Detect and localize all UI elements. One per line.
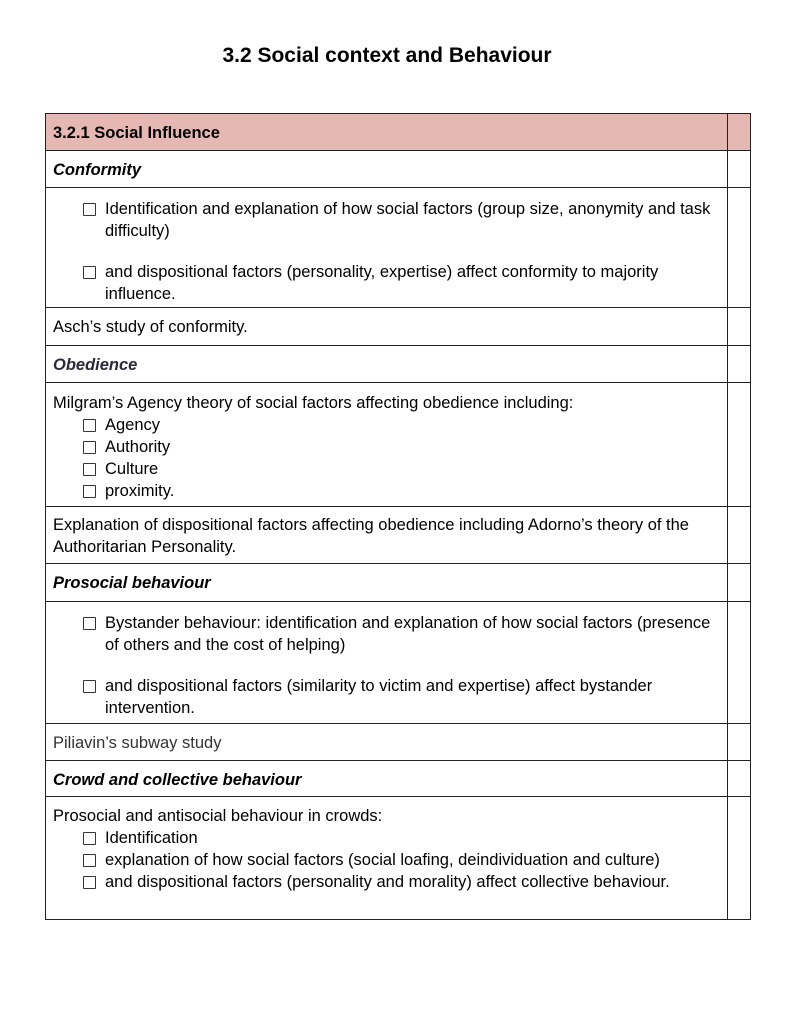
table-row [46, 797, 751, 920]
checkbox-icon[interactable] [83, 832, 96, 845]
tick-cell[interactable] [728, 114, 751, 151]
tick-cell[interactable] [728, 346, 751, 383]
tick-cell[interactable] [728, 151, 751, 188]
tick-cell[interactable] [728, 308, 751, 346]
checklist-item[interactable]: and dispositional factors (personality and morality) affect collective behaviour. [53, 871, 720, 893]
checklist-item[interactable]: Identification and explanation of how social factors (group size, anonymity and task difficulty) [53, 198, 720, 242]
subheading-row [46, 761, 751, 797]
tick-cell[interactable] [728, 507, 751, 564]
table-row [46, 383, 751, 507]
obedience-intro: Milgram’s Agency theory of social factors affecting obedience including: [53, 394, 574, 412]
tick-cell[interactable] [728, 797, 751, 920]
checkbox-icon[interactable] [83, 463, 96, 476]
checkbox-icon[interactable] [83, 266, 96, 279]
checklist-item[interactable]: Bystander behaviour: identification and explanation of how social factors (presence of others and the cost of helping) [53, 612, 720, 656]
checklist-item[interactable]: Culture [53, 458, 720, 480]
checkbox-icon[interactable] [83, 419, 96, 432]
checkbox-icon[interactable] [83, 680, 96, 693]
syllabus-table [45, 113, 751, 920]
tick-cell[interactable] [728, 602, 751, 724]
tick-cell[interactable] [728, 564, 751, 602]
checkbox-icon[interactable] [83, 203, 96, 216]
prosocial-heading: Prosocial behaviour [46, 564, 728, 602]
section-header-row [46, 114, 751, 151]
tick-cell[interactable] [728, 724, 751, 761]
checklist-item[interactable]: Agency [53, 414, 720, 436]
checklist-item[interactable]: Identification [53, 827, 720, 849]
obedience-heading: Obedience [46, 346, 728, 383]
table-row [46, 308, 751, 346]
checklist-item[interactable]: and dispositional factors (personality, expertise) affect conformity to majority influence. [53, 261, 720, 305]
table-row [46, 724, 751, 761]
tick-cell[interactable] [728, 188, 751, 308]
subheading-row [46, 346, 751, 383]
page-title: 3.2 Social context and Behaviour [222, 44, 552, 67]
tick-cell[interactable] [728, 761, 751, 797]
table-row [46, 602, 751, 724]
asch-study: Asch’s study of conformity. [46, 308, 728, 346]
checkbox-icon[interactable] [83, 617, 96, 630]
checkbox-icon[interactable] [83, 485, 96, 498]
conformity-heading: Conformity [46, 151, 728, 188]
crowd-intro: Prosocial and antisocial behaviour in crowds: [53, 807, 383, 825]
checklist-item[interactable]: and dispositional factors (similarity to victim and expertise) affect bystander intervention. [53, 675, 720, 719]
checklist-item[interactable]: Authority [53, 436, 720, 458]
subheading-row [46, 564, 751, 602]
piliavin-study: Piliavin’s subway study [46, 724, 728, 761]
checkbox-icon[interactable] [83, 854, 96, 867]
table-row [46, 507, 751, 564]
section-title: 3.2.1 Social Influence [46, 114, 728, 151]
crowd-heading: Crowd and collective behaviour [46, 761, 728, 797]
table-row [46, 188, 751, 308]
checklist-item[interactable]: proximity. [53, 480, 720, 502]
tick-cell[interactable] [728, 383, 751, 507]
checkbox-icon[interactable] [83, 876, 96, 889]
checkbox-icon[interactable] [83, 441, 96, 454]
subheading-row [46, 151, 751, 188]
adorno-dispositional: Explanation of dispositional factors affecting obedience including Adorno’s theory of the Authoritarian Personality. [46, 507, 728, 564]
checklist-item[interactable]: explanation of how social factors (social loafing, deindividuation and culture) [53, 849, 720, 871]
